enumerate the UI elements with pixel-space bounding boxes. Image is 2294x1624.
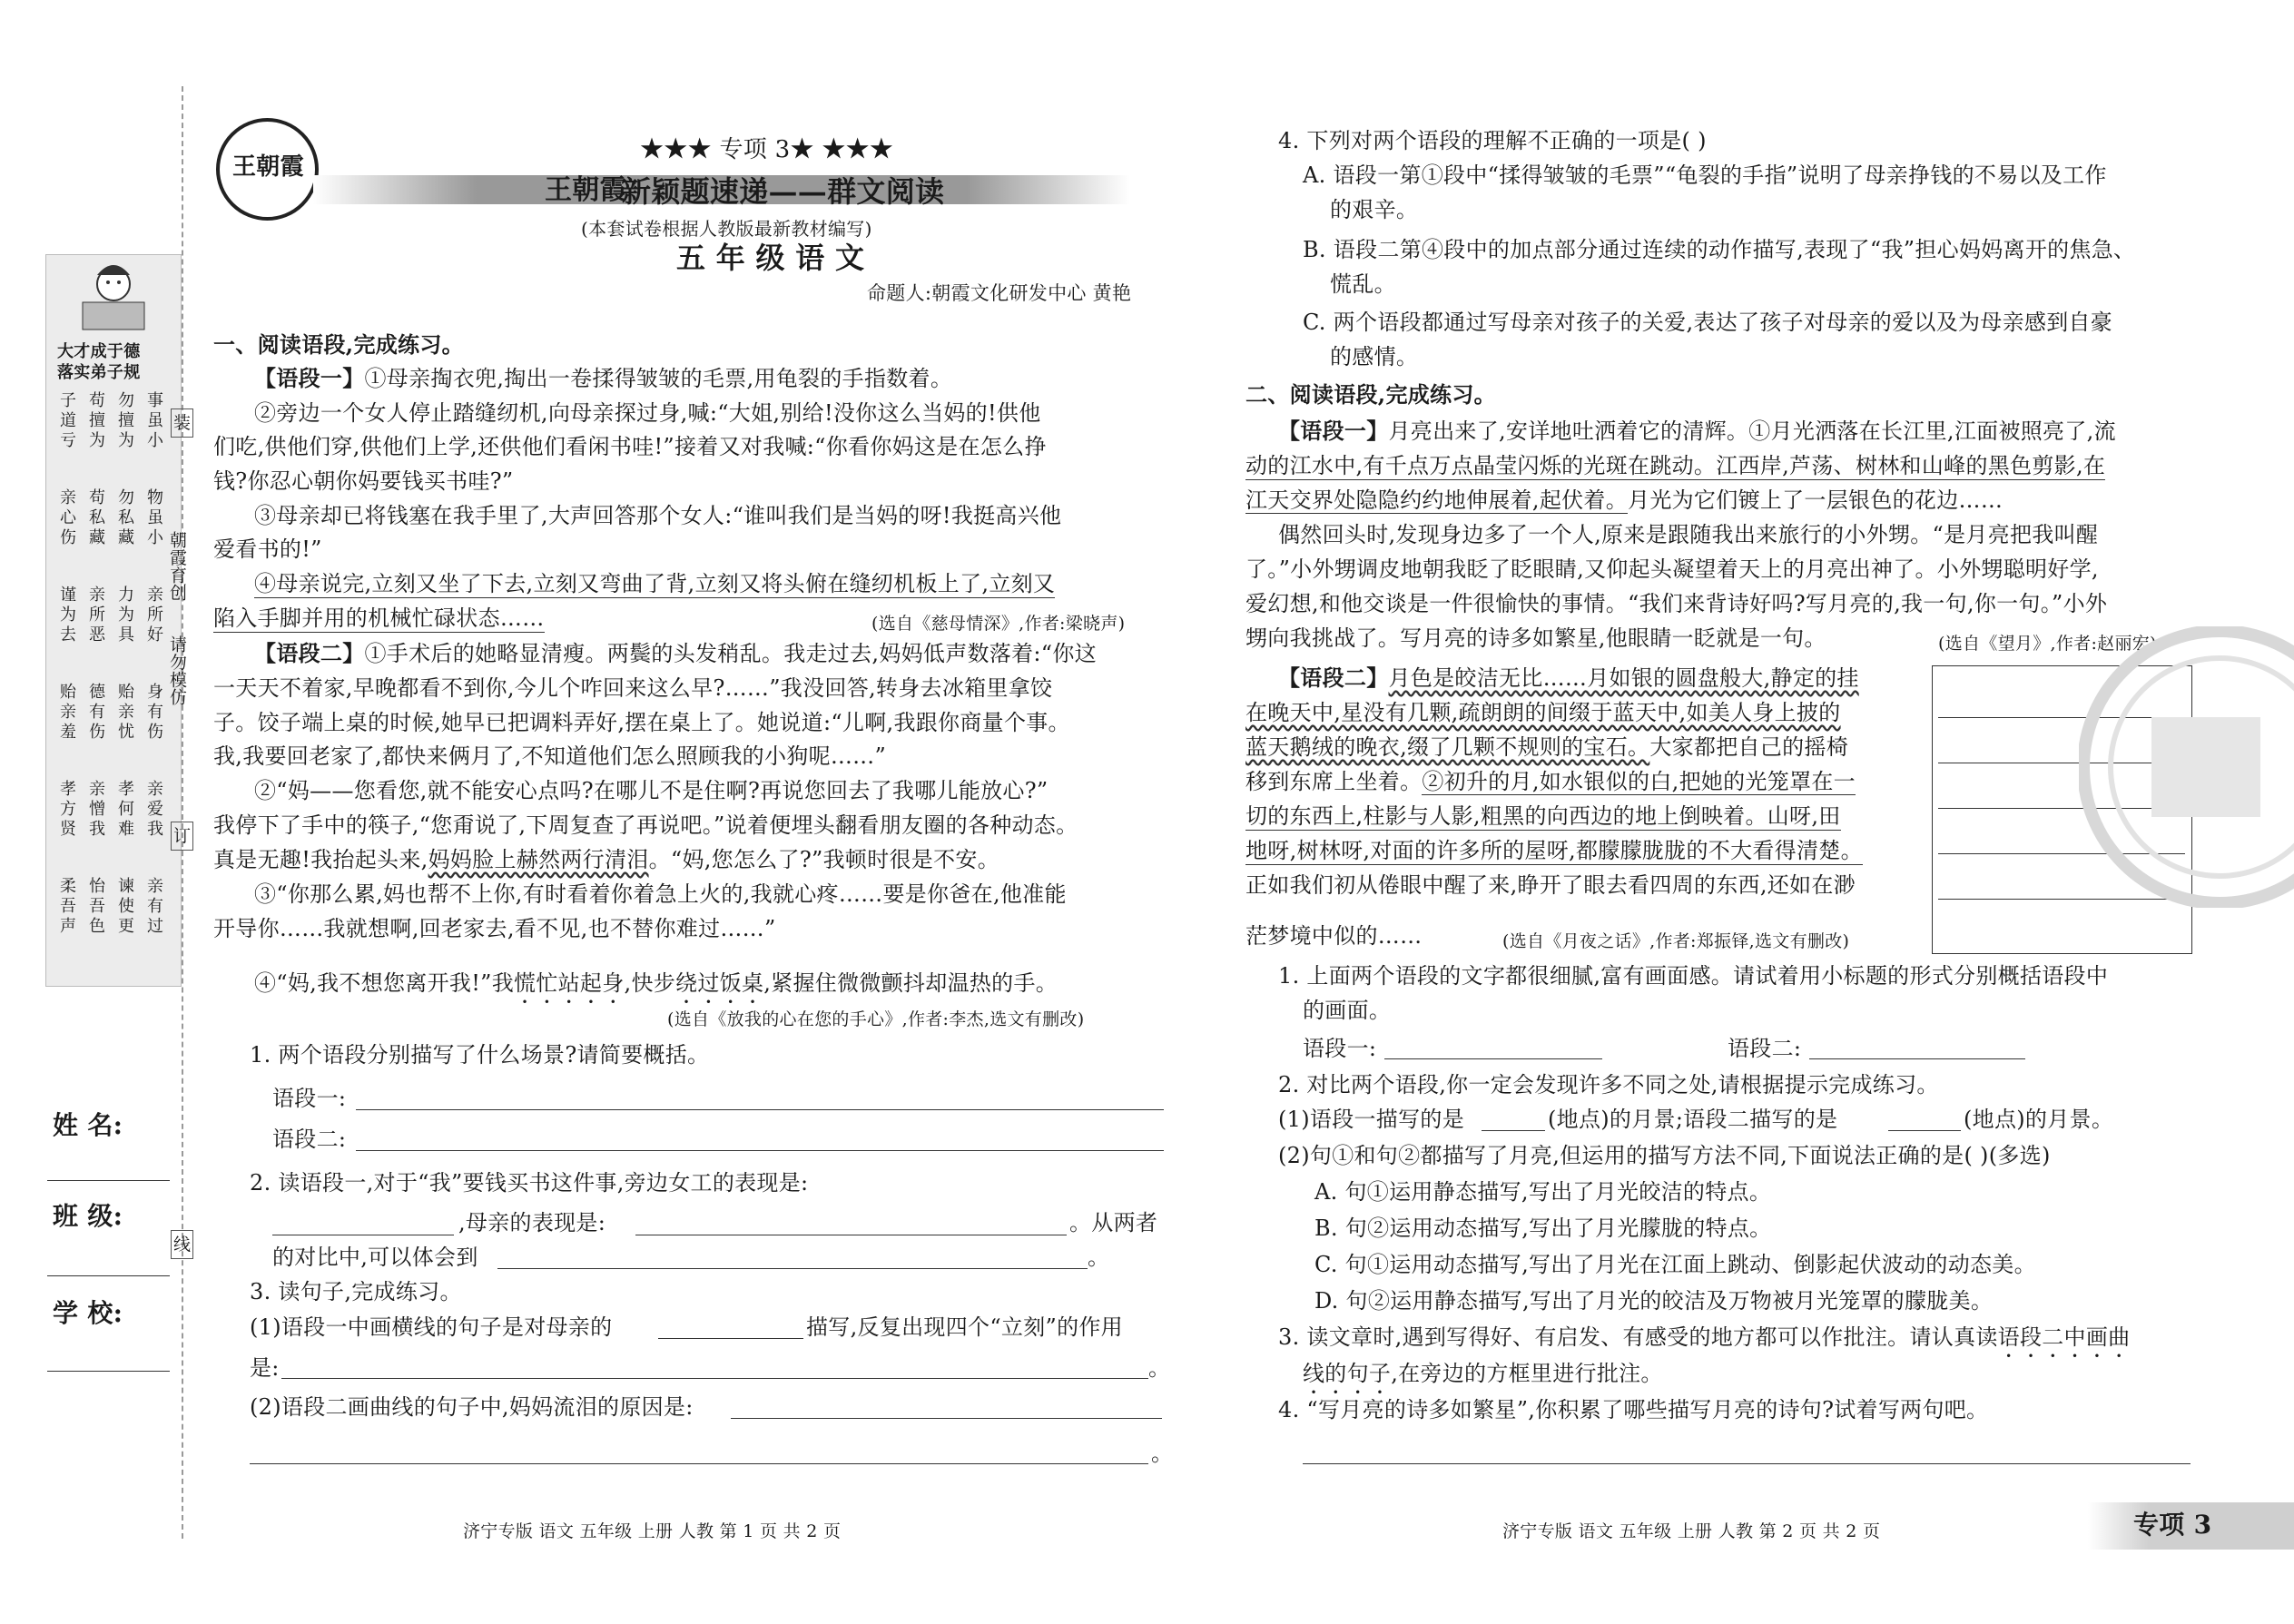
brand-name: 王朝霞 [545,174,627,206]
r-p2-A: A. 句①运用静态描写,写出了月光皎洁的特点。 [1314,1179,1772,1205]
s1-q3-1-answer[interactable] [281,1378,1148,1379]
s1-q1-a-answer[interactable] [356,1109,1164,1110]
p2-1a: ①手术后的她略显清瘦。两鬓的头发稍乱。我走过去,妈妈低声数落着:“你这 [364,641,1097,666]
binding-vertical-1: 朝霞育创 [167,531,187,602]
s1-q3-1a: (1)语段一中画横线的句子是对母亲的 [250,1314,613,1340]
p2-4-1: ④“妈,我不想您离开我!”我 [254,970,515,996]
s1-p2-line9: 开导你……我就想啊,回老家去,看不见,也不替你难过……” [213,916,776,941]
r-p1-s2: 语段二: [1728,1036,1802,1061]
header-logo [216,118,319,221]
dizigui-column: 贻亲忧 [115,683,134,743]
r2-line8: 茫梦境中似的…… [1245,923,1423,949]
r-p1a: 1. 上面两个语段的文字都很细腻,富有画面感。请试着用小标题的形式分别概括语段中 [1278,963,2109,989]
dizigui-column: 苟私藏 [86,488,105,548]
s1-q1: 1. 两个语段分别描写了什么场景?请简要概括。 [250,1042,710,1068]
p2-4-3: ,快步 [624,970,676,996]
s1-p2-line1 [254,640,1097,667]
p2-4-5: ,紧握住微微颤抖却温热的手。 [763,970,1058,996]
footer-tab [2088,1502,2294,1550]
s1-q2-b: ,母亲的表现是: [458,1210,606,1235]
r2-source: (选自《月夜之话》,作者:郑振铎,选文有删改) [1502,931,1850,951]
s1-q3-1c: 是: [250,1355,280,1381]
s1-p2-line8: ③“你那么累,妈也帮不上你,有时看着你着急上火的,我就心疼……要是你爸在,他准能 [254,881,1067,907]
dizigui-column: 勿私藏 [115,488,134,548]
r-q4-a1: A. 语段一第①段中“揉得皱皱的毛票”“龟裂的手指”说明了母亲挣钱的不易以及工作 [1303,162,2107,188]
seal-char-2: 订 [171,822,193,851]
s1-q2-e: 。 [1088,1245,1110,1270]
author-line: 命题人:朝霞文化研发中心 黄艳 [867,282,1132,304]
dizigui-column: 亲憎我 [86,780,105,840]
r-q4-c2: 的感情。 [1330,344,1419,369]
footer-left: 济宁专版 语文 五年级 上册 人教 第 1 页 共 2 页 [463,1521,842,1541]
r2-line6: 地呀,树林呀,对面的许多所的屋呀,都朦朦胧胧的不大看得清楚。 [1245,838,1863,863]
s1-p2-line5: ②“妈——您看您,就不能安心点吗?在哪儿不是住啊?再说您回去了我哪儿能放心?” [254,778,1049,803]
dizigui-column: 贻亲羞 [57,683,76,743]
r-p2-1b: (地点)的月景;语段二描写的是 [1548,1107,1838,1132]
watermark-seal [2079,626,2294,908]
dizigui-column: 德有伤 [86,683,105,743]
dizigui-column: 子道亏 [57,391,76,451]
r-p1-s2-answer[interactable] [1809,1058,2025,1059]
r-q4-a2: 的艰辛。 [1330,197,1419,222]
r-p2-D: D. 句②运用静态描写,写出了月光的皎洁及万物被月光笼罩的朦胧美。 [1314,1288,1994,1314]
s1-q1-b-label: 语段二: [272,1127,347,1152]
r-p3-dotted: 语段二中画曲 [1997,1324,2131,1350]
binding-strip [0,0,192,1624]
binding-vertical-2: 请勿模仿 [167,635,187,706]
r2-4b: ②初升的月,如水银似的白,把她的光笼罩在一 [1422,769,1856,794]
dizigui-column: 身有伤 [144,683,163,743]
r1-line7: 甥向我挑战了。写月亮的诗多如繁星,他眼睛一眨就是一句。 [1245,625,1826,651]
r2-3a: 蓝天鹅绒的晚衣,缀了几颗不规则的宝石。 [1245,734,1650,760]
r-passage-2-tag: 【语段二】 [1278,664,1389,691]
p2-4-dotted-1: 慌忙站起身 [514,970,625,996]
s1-p2-line6: 我停下了手中的筷子,“您甭说了,下周复查了再说吧。”说着便埋头翻看朋友圈的各种动态。 [213,812,1078,838]
grade-title: 五 年 级 语 文 [676,241,865,275]
r2-4a: 移到东席上坐着。 [1245,769,1423,794]
motto-2: 落实弟子规 [57,363,141,382]
r1-1: 月亮出来了,安详地吐洒着它的清辉。①月光洒落在长江里,江面被照亮了,流 [1388,418,2116,444]
class-label: 班 级: [53,1201,123,1231]
s1-p2-line3: 子。饺子端上桌的时候,她早已把调料弄好,摆在桌上了。她说道:“儿啊,我跟你商量个事。 [213,710,1070,735]
logo-text: 王朝霞 [232,153,304,181]
dizigui-column: 亲心伤 [57,488,76,548]
r2-3b: 大家都把自己的摇椅 [1649,734,1849,760]
p2-curved-sentence: 妈妈脸上赫然两行清泪 [428,847,649,872]
dizigui-column: 柔吾声 [57,877,76,937]
s1-q2: 2. 读语段一,对于“我”要钱买书这件事,旁边女工的表现是: [250,1170,809,1196]
r-q4-b1: B. 语段二第④段中的加点部分通过连续的动作描写,表现了“我”担心妈妈离开的焦急、 [1303,237,2136,262]
r-p3-line2 [1303,1360,1663,1399]
dizigui-column: 亲有过 [144,877,163,937]
s1-p1-line3: 们吃,供他们穿,供他们上学,还供他们看闲书哇!”接着又对我喊:“你看你妈这是在怎么挣 [213,434,1047,459]
r1-source: (选自《望月》,作者:赵丽宏) [1938,634,2157,654]
dizigui-column: 苟擅为 [86,391,105,451]
r-p1b: 的画面。 [1303,998,1392,1023]
s1-q1-b-answer[interactable] [356,1150,1164,1151]
p2-2c3: 。“妈,您怎么了?”我顿时很是不安。 [648,847,1000,872]
s1-p1-source: (选自《慈母情深》,作者:梁晓声) [871,614,1126,634]
exam-subtitle: (本套试卷根据人教版最新教材编写) [581,218,872,240]
r1-line2: 动的江水中,有千点万点晶莹闪烁的光斑在跳动。江西岸,芦荡、树林和山峰的黑色剪影,在 [1245,453,2106,478]
s1-p1-line1 [254,365,952,392]
s1-q3-2e: 。 [1151,1441,1174,1466]
p2-2c1: 真是无趣!我抬起头来, [213,847,428,872]
r-q4-c1: C. 两个语段都通过写母亲对孩子的关爱,表达了孩子对母亲的爱以及为母亲感到自豪 [1303,310,2113,335]
r-p2-1-blank-2[interactable] [1888,1130,1961,1131]
dizigui-column: 力为具 [115,586,134,645]
section-1-heading: 一、阅读语段,完成练习。 [213,331,464,358]
s1-p1-line2: ②旁边一个女人停止踏缝纫机,向母亲探过身,喊:“大姐,别给!没你这么当妈的!供他 [254,400,1041,426]
s1-p2-source: (选自《放我的心在您的手心》,作者:李杰,选文有删改) [667,1009,1085,1029]
dizigui-text [54,391,176,972]
footer-right: 济宁专版 语文 五年级 上册 人教 第 2 页 共 2 页 [1502,1521,1881,1541]
r-p2-2: (2)句①和句②都描写了月亮,但运用的描写方法不同,下面说法正确的是( )(多选) [1278,1143,2051,1168]
class-field[interactable] [47,1275,170,1276]
r2-1: 月色是皎洁无比……月如银的圆盘般大,静定的挂 [1388,665,1859,691]
s1-q1-a-label: 语段一: [272,1086,347,1111]
r-p3-line1 [1278,1324,2130,1363]
s1-p2-line10 [254,969,1058,1009]
r2-line7: 正如我们初从倦眼中醒了来,睁开了眼去看四周的东西,还如在渺 [1245,872,1856,898]
r1-line1 [1278,418,2116,445]
r2-line3 [1245,733,1848,761]
s1-q3-2-answer-2[interactable] [250,1463,1148,1464]
seal-char-3: 线 [171,1230,193,1259]
s1-q3-2: (2)语段二画曲线的句子中,妈妈流泪的原因是: [250,1394,694,1420]
exam-title: 新颖题速递——群文阅读 [622,174,945,209]
r-p1-s1: 语段一: [1303,1036,1377,1061]
dizigui-column: 怡吾色 [86,877,105,937]
r-p1-s1-answer[interactable] [1384,1058,1602,1059]
s1-q3: 3. 读句子,完成练习。 [250,1279,462,1304]
s1-q2-d: 的对比中,可以体会到 [272,1245,478,1270]
r2-line5: 切的东西上,柱影与人影,粗黑的向西边的地上倒映着。山呀,田 [1245,803,1841,829]
r-passage-1-tag: 【语段一】 [1278,418,1389,444]
r-q4-b2: 慌乱。 [1330,271,1396,297]
s1-p2-line7 [213,846,999,873]
s1-p2-line2: 一天天不着家,早晚都看不到你,今儿个咋回来这么早?……”我没回答,转身去冰箱里拿饺 [213,675,1053,701]
s1-q2-answer-3[interactable] [497,1268,1088,1269]
s1-q3-2-answer-1[interactable] [731,1418,1162,1419]
r-p4-answer[interactable] [1303,1463,2191,1464]
r1-line3 [1245,487,2003,514]
school-label: 学 校: [53,1298,123,1328]
dizigui-column: 勿擅为 [115,391,134,451]
section-2-heading: 二、阅读语段,完成练习。 [1245,381,1496,408]
r1-line5: 了。”小外甥调皮地朝我眨了眨眼睛,又仰起头凝望着天上的月亮出神了。小外甥聪明好学, [1245,556,2099,582]
s1-q3-1b: 描写,反复出现四个“立刻”的作用 [806,1314,1123,1340]
mascot-illustration [46,255,181,337]
s1-p1-line4: 钱?你忍心朝你妈要钱买书哇?” [213,468,514,494]
r-p2-B: B. 句②运用动态描写,写出了月光朦胧的特点。 [1314,1216,1772,1241]
r-p2-C: C. 句①运用动态描写,写出了月光在江面上跳动、倒影起伏波动的动态美。 [1314,1252,2036,1277]
r-p2-1c: (地点)的月景。 [1964,1107,2114,1132]
r1-3a: 江天交界处隐隐约约地伸展着,起伏着。 [1245,487,1629,513]
r1-3b: 月光为它们镀上了一层银色的花边…… [1628,487,2004,513]
s1-p1-line5: ③母亲却已将钱塞在我手里了,大声回答那个女人:“谁叫我们是当妈的呀!我挺高兴他 [254,503,1062,528]
motto-1: 大才成于德 [57,342,141,361]
r-q4: 4. 下列对两个语段的理解不正确的一项是( ) [1278,128,1707,153]
passage-1-tag: 【语段一】 [254,365,365,391]
footer-tab-label: 专项 3 [2133,1510,2212,1540]
r2-line1 [1278,664,1859,692]
r-p4: 4. “写月亮的诗多如繁星”,你积累了哪些描写月亮的诗句?试着写两句吧。 [1278,1397,1989,1422]
s1-q3-1d: 。 [1148,1355,1171,1381]
topic-label: ★★★ 专项 3★ ★★★ [640,136,894,163]
dizigui-column: 孝方贤 [57,780,76,840]
p2-4-dotted-2: 绕过饭桌 [675,970,764,996]
r-p2-1-blank-1[interactable] [1482,1130,1545,1131]
s1-p1-line8: 陷入手脚并用的机械忙碌状态…… [213,605,545,631]
dizigui-column: 谏使更 [115,877,134,937]
binding-line [182,86,183,1539]
r2-line2: 在晚天中,星没有几颗,疏朗朗的间缀于蓝天中,如美人身上披的 [1245,700,1841,725]
s1-p1-line6: 爱看书的!” [213,536,322,562]
dizigui-column: 事虽小 [144,391,163,451]
r-p3b2: ,在旁边的方框里进行批注。 [1391,1361,1663,1386]
dizigui-column: 亲所好 [144,586,163,645]
dizigui-column: 孝何难 [115,780,134,840]
r-p2-1a: (1)语段一描写的是 [1278,1107,1464,1132]
seal-char-1: 装 [171,408,193,438]
dizigui-column: 物虽小 [144,488,163,548]
mascot-panel [45,254,182,987]
r-p2: 2. 对比两个语段,你一定会发现许多不同之处,请根据提示完成练习。 [1278,1072,1939,1097]
name-label: 姓 名: [53,1110,123,1140]
r2-line4 [1245,768,1856,795]
r1-line6: 爱幻想,和他交谈是一件很愉快的事情。“我们来背诗好吗?写月亮的,我一句,你一句。”小外 [1245,591,2108,616]
s1-p2-line4: 我,我要回老家了,都快来俩月了,不知道他们怎么照顾我的小狗呢……” [213,743,887,769]
passage-2-tag: 【语段二】 [254,640,365,666]
dizigui-column: 谨为去 [57,586,76,645]
r-p3-dotted-2: 线的句子 [1303,1361,1392,1386]
name-field[interactable] [47,1180,170,1181]
school-field[interactable] [47,1371,170,1372]
p1-1: ①母亲掏衣兜,掏出一卷揉得皱皱的毛票,用龟裂的手指数着。 [364,366,953,391]
r1-line4: 偶然回头时,发现身边多了一个人,原来是跟随我出来旅行的小外甥。“是月亮把我叫醒 [1278,522,2099,547]
s1-q3-1-blank[interactable] [658,1338,803,1339]
s1-q2-c: 。从两者 [1069,1210,1158,1235]
s1-p1-line7: ④母亲说完,立刻又坐了下去,立刻又弯曲了背,立刻又将头俯在缝纫机板上了,立刻又 [254,571,1056,596]
dizigui-column: 亲所恶 [86,586,105,645]
dizigui-column: 亲爱我 [144,780,163,840]
r-p3a1: 3. 读文章时,遇到写得好、有启发、有感受的地方都可以作批注。请认真读 [1278,1324,1998,1350]
